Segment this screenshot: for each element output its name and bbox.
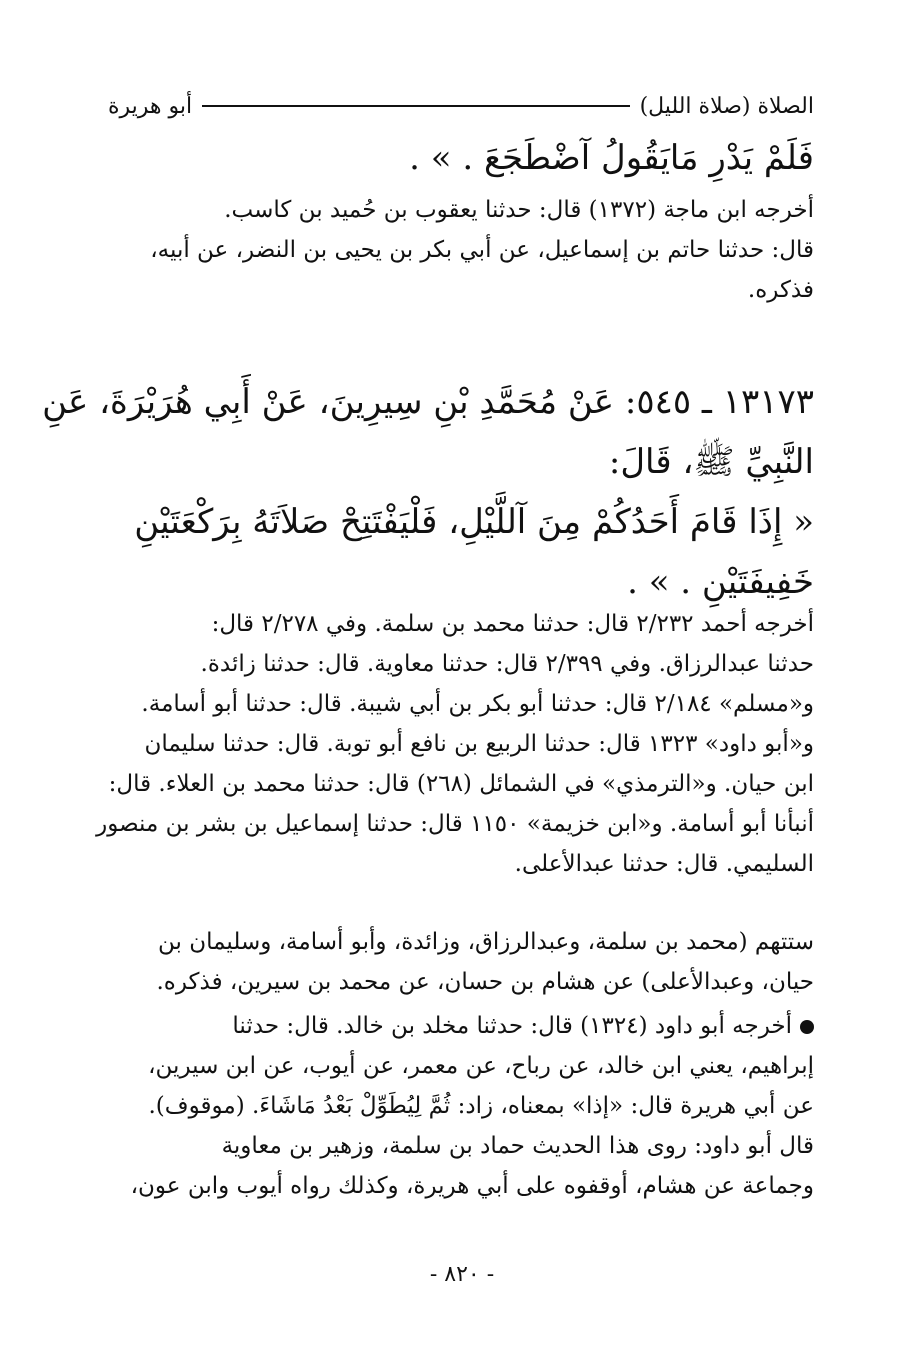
hadith-number-line: ١٣١٧٣ ـ ٥٤٥: عَنْ مُحَمَّدِ بْنِ سِيرِينَ، عَنْ أَبِي هُرَيْرَةَ، عَنِ xyxy=(42,382,814,422)
note-line: ابن حيان. و«الترمذي» في الشمائل (٢٦٨) قال: حدثنا محمد بن العلاء. قال: xyxy=(108,771,814,797)
note-line: حدثنا عبدالرزاق. وفي ٢/٣٩٩ قال: حدثنا معاوية. قال: حدثنا زائدة. xyxy=(200,651,814,677)
note-line: ستتهم (محمد بن سلمة، وعبدالرزاق، وزائدة، وأبو أسامة، وسليمان بن xyxy=(157,929,814,955)
hadith-text-line: النَّبِيِّ ﷺ، قَالَ: xyxy=(608,442,814,482)
header-narrator: أبو هريرة xyxy=(108,93,193,119)
note-line: أنبأنا أبو أسامة. و«ابن خزيمة» ١١٥٠ قال: حدثنا إسماعيل بن بشر بن منصور xyxy=(96,811,814,837)
note-line: فذكره. xyxy=(747,277,814,303)
hadith-block xyxy=(42,372,814,612)
hadith-text-line: فَلَمْ يَدْرِ مَايَقُولُ آضْطَجَعَ . » . xyxy=(409,138,814,178)
hadith-matn-line: خَفِيفَتَيْنِ . » . xyxy=(627,562,814,602)
note-line: قال أبو داود: روى هذا الحديث حماد بن سلمة، وزهير بن معاوية xyxy=(221,1133,814,1159)
note-line: و«أبو داود» ١٣٢٣ قال: حدثنا الربيع بن نافع أبو توبة. قال: حدثنا سليمان xyxy=(144,731,814,757)
note-line: إبراهيم، يعني ابن خالد، عن رباح، عن معمر، عن أيوب، عن ابن سيرين، xyxy=(148,1053,814,1079)
note-line: السليمي. قال: حدثنا عبدالأعلى. xyxy=(514,851,814,877)
note-line: عن أبي هريرة قال: «إذا» بمعناه، زاد: ثُمَّ لِيُطَوِّلْ بَعْدُ مَاشَاءَ. (موقوف). xyxy=(148,1093,814,1119)
page-number: - ٨٢٠ - xyxy=(429,1262,495,1287)
note-line-with-bullet xyxy=(108,1006,814,1046)
takhrij-note-2 xyxy=(96,604,814,884)
note-line-text: أخرجه أبو داود (١٣٢٤) قال: حدثنا مخلد بن خالد. قال: حدثنا xyxy=(232,1013,792,1039)
hadith-matn-line: « إِذَا قَامَ أَحَدُكُمْ مِنَ آللَّيْلِ، فَلْيَفْتَتِحْ صَلاَتَهُ بِرَكْعَتَيْنِ xyxy=(134,502,814,542)
header-chapter-title: الصلاة (صلاة الليل) xyxy=(639,93,814,119)
running-header xyxy=(108,86,814,126)
bullet-icon xyxy=(800,1020,814,1034)
takhrij-note-3 xyxy=(108,922,814,1002)
note-line: و«مسلم» ٢/١٨٤ قال: حدثنا أبو بكر بن أبي شيبة. قال: حدثنا أبو أسامة. xyxy=(141,691,814,717)
note-line: أخرجه أحمد ٢/٢٣٢ قال: حدثنا محمد بن سلمة. وفي ٢/٢٧٨ قال: xyxy=(211,611,814,637)
note-line: حيان، وعبدالأعلى) عن هشام بن حسان، عن محمد بن سيرين، فذكره. xyxy=(156,969,814,995)
takhrij-note-1 xyxy=(108,190,814,310)
header-rule xyxy=(202,105,629,107)
note-line: أخرجه ابن ماجة (١٣٧٢) قال: حدثنا يعقوب بن حُميد بن كاسب. xyxy=(224,197,814,223)
note-line: قال: حدثنا حاتم بن إسماعيل، عن أبي بكر بن يحيى بن النضر، عن أبيه، xyxy=(150,237,814,263)
note-line: وجماعة عن هشام، أوقفوه على أبي هريرة، وكذلك رواه أيوب وابن عون، xyxy=(130,1173,814,1199)
takhrij-note-4 xyxy=(108,1006,814,1206)
previous-hadith-ending xyxy=(108,128,814,188)
